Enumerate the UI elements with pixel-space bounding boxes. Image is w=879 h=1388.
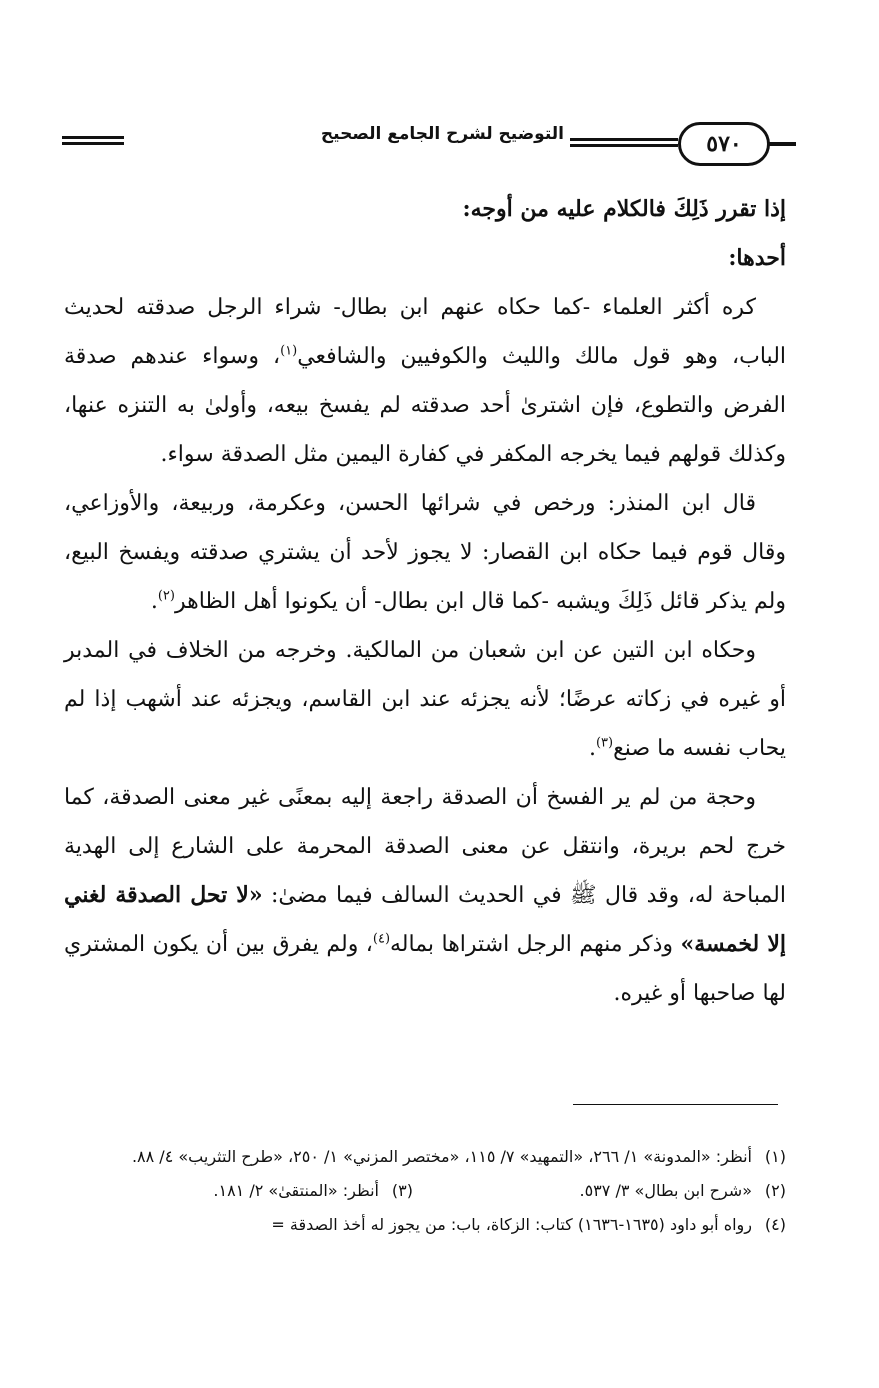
paragraph-text: ، وسواء عندهم صدقة الفرض والتطوع، فإن اشترىٰ أحد صدقته لم يفسخ بيعه، وأولىٰ به التنزه عنها، وكذلك قولهم فيما يخرجه المكفر في كفارة اليمين مثل الصدقة سواء. [64, 344, 786, 467]
paragraph-text: . [588, 736, 596, 761]
footnote-separator [573, 1104, 778, 1105]
footnotes [40, 1140, 786, 1242]
main-text [64, 185, 786, 1018]
paragraph-text: قال ابن المنذر: ورخص في شرائها الحسن، وعكرمة، وربيعة، والأوزاعي، وقال قوم فيما حكاه ابن القصار: لا يجوز لأحد أن يشتري صدقته ويفسخ البيع، ولم يذكر قائل ذَلِكَ ويشبه -كما قال ابن بطال- أن يكونوا أهل الظاهر [64, 491, 786, 614]
footnote-text: أنظر: «المنتقىٰ» ٢/ ١٨١. [213, 1181, 379, 1200]
running-title: التوضيح لشرح الجامع الصحيح [320, 124, 564, 144]
paragraph-2 [64, 479, 786, 626]
hadith-quote: «لا تحل الصدقة لغني إلا لخمسة» [64, 882, 786, 957]
paragraph-text: كره أكثر العلماء -كما حكاه عنهم ابن بطال- شراء الرجل صدقته لحديث الباب، وهو قول مالك والليث والكوفيين والشافعي [64, 295, 787, 369]
paragraph-3 [64, 626, 786, 773]
intro-line: إذا تقرر ذَلِكَ فالكلام عليه من أوجه: [462, 196, 786, 222]
paragraph-text: . [150, 589, 158, 614]
footnote-text: رواه أبو داود (١٦٣٥-١٦٣٦) كتاب: الزكاة، باب: من يجوز له أخذ الصدقة = [271, 1215, 752, 1234]
footnote-1 [40, 1140, 786, 1174]
footnote-3 [40, 1174, 413, 1208]
page-number: ٥٧٠ [678, 122, 770, 166]
footnote-number: (٤) [764, 1215, 786, 1234]
footnote-number: (٣) [391, 1181, 413, 1200]
footnote-ref-4[interactable]: (٤) [372, 931, 391, 947]
footnote-row [40, 1174, 786, 1208]
footnote-4 [40, 1208, 786, 1242]
paragraph-4 [64, 773, 786, 1018]
header-rule-left [62, 136, 124, 145]
page-header [62, 122, 796, 170]
footnote-number: (١) [764, 1147, 786, 1166]
footnote-text: «شرح ابن بطال» ٣/ ٥٣٧. [579, 1181, 752, 1200]
paragraph-text: ، ولم يفرق بين أن يكون المشتري لها صاحبها أو غيره. [64, 932, 786, 1006]
section-heading: أحدها: [728, 245, 786, 271]
footnote-ref-3[interactable]: (٣) [595, 735, 614, 751]
paragraph-text: وذكر منهم الرجل اشتراها بماله [390, 932, 681, 957]
footnote-ref-1[interactable]: (١) [280, 343, 298, 359]
footnote-number: (٢) [764, 1181, 786, 1200]
footnote-ref-2[interactable]: (٢) [157, 588, 175, 604]
badge-tail-rule [766, 142, 796, 146]
footnote-text: أنظر: «المدونة» ١/ ٢٦٦، «التمهيد» ٧/ ١١٥، «مختصر المزني» ١/ ٢٥٠، «طرح التثريب» ٤/ ٨٨. [131, 1147, 752, 1166]
footnote-2 [413, 1174, 786, 1208]
paragraph-text: وحكاه ابن التين عن ابن شعبان من المالكية. وخرجه من الخلاف في المدبر أو غيره في زكاته عرضًا؛ لأنه يجزئه عند ابن القاسم، ويجزئه عند أشهب إذا لم يحاب نفسه ما صنع [64, 638, 786, 761]
header-rule-right [570, 138, 678, 147]
paragraph-text: وحجة من لم ير الفسخ أن الصدقة راجعة إليه بمعنًى غير معنى الصدقة، كما خرج لحم بريرة، وانتقل عن معنى الصدقة المحرمة على الشارع إلى الهدية المباحة له، وقد قال ﷺ في الحديث السالف فيما مضىٰ: [64, 785, 786, 908]
paragraph-1 [64, 283, 786, 479]
